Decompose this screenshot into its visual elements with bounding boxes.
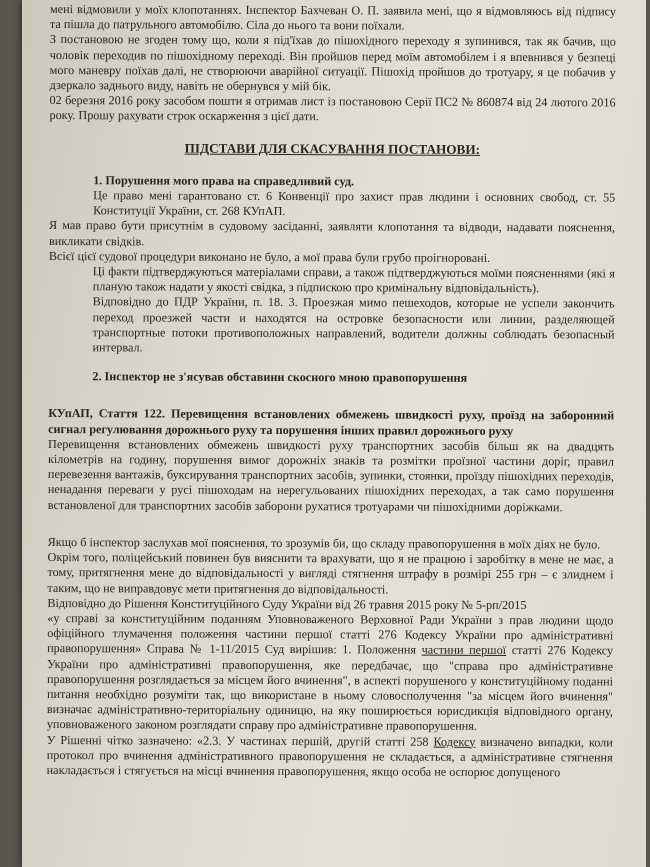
article-text: Перевищення встановлених обмежень швидкості руху транспортних засобів більш як на двадцять кілометрів на годину, порушення вимог дорожніх знаків та розмітки проїзної частини доріг, правил перевезення вантажів, буксирування транспортних засобів, зупинки, стоянки, проїзду пішохідних переходів, ненадання переваги у русі пішоходам на нерегульованих пішохідних переходах, а так само порушення встановленої для транспортних засобів заборони рухатися тротуарами чи пішохідними доріжками. — [47, 436, 615, 514]
quote-text: статті 276 Кодексу України про адміністративні правопорушення, яке передбачає, що "справа про адміністративне правопорушення розглядається за місцем його вчинення", в аспекті порушеного у конституційному поданні питання необхідно розуміти так, що використане в ньому словосполучення "за місцем його вчинення" визначає адміністративно-територіальну одиницю, на яку поширюється юрисдикція відповідного органу, уповноваженого законом розглядати справу про адміністративне правопорушення. — [46, 643, 614, 734]
quote-text: «у справі за конституційним поданням Уповноваженого Верховної Ради України з прав людини щодо офіційного тлумачення положення частини першої статті 276 Кодексу України про адміністративні правопорушення» Справа № 1-11/2015 Суд вирішив: 1. Положення — [47, 610, 614, 657]
section-1-paragraph: Я мав право бути присутнім в судовому засіданні, заявляти клопотання та відводи, надавати пояснення, викликати свідків. — [48, 218, 616, 249]
quote-court-decision — [47, 611, 614, 735]
section-2-title: 2. Інспектор не з'ясував обставини скосного мною правопорушення — [92, 369, 468, 386]
section-1-paragraph: Всієї цієї судової процедури виконано не було, а мої права були грубо проігноровані. — [48, 248, 491, 265]
paragraph-income: Окрім того, поліцейський повинен був вияснити та врахувати, що я не працюю і заробітку в мене не має, а тому, притягнення мене до відповідальності у вигляді стягнення штрафу в розмірі 255 грн – є злиднем і таким, що не виправдовує мети притягнення до відповідальності. — [47, 550, 614, 596]
section-heading: ПІДСТАВИ ДЛЯ СКАСУВАННЯ ПОСТАНОВИ: — [184, 140, 481, 157]
section-1-paragraph: Це право мені гарантовано ст. 6 Конвенції про захист прав людини і основних свобод, ст. 55 Конституції України, ст. 268 КУпАП. — [93, 188, 616, 219]
section-1-title: 1. Порушення мого права на справедливий суд. — [93, 173, 355, 189]
quote-text: визначено випадки, коли протокол про вчинення адміністративного правопорушення не складається, а адміністративне стягнення накладається і стягується на місці вчинення правопорушення, якщо особа не оспорює допущеного — [46, 734, 613, 780]
section-1-paragraph: Ці факти підтверджуються матеріалами справи, а також підтверджуються моїми поясненнями (які я планую також надати у якості свідка, з підпискою про кримінальну відповідальність). — [92, 264, 615, 296]
paragraph-disagreement: З постановою не згоден тому що, коли я під'їхав до пішохідного переходу я зупинився, так як бачив, що чоловік переходив по пішохідному переході. Він пройшов перед моїм автомобілем і я впевнився у безпеці мого маневру поїхав далі, не створюючи аварійної ситуації. Пішохід пройшов до тротуару, я це побачив у дзеркало заднього виду, навіть не обернувся у мій бік. — [49, 32, 616, 94]
paragraph-intro: мені відмовили у моїх клопотаннях. Інспектор Бахчеван О. П. заявила мені, що я відмовляюсь від підпису та пішла до патрульного автомобілю. Сіла до нього та вони поїхали. — [49, 2, 616, 33]
article-title: КУпАП, Стаття 122. Перевищення встановлених обмежень швидкості руху, проїзд на заборонний сигнал регулювання дорожнього руху та порушення інших правил дорожнього руху — [48, 406, 615, 438]
quote-text: У Рішенні чітко зазначено: «2.3. У частинах першій, другій статті 258 — [46, 732, 434, 749]
section-1-paragraph: Відповідно до ПДР України, п. 18. 3. Проезжая мимо пешеходов, которые не успели закончить переход проезжей части и находятся на островке безопасности или линии, разделяющей транспортные потоки противоположных направлений, водители должны соблюдать безопасный интервал. — [92, 294, 615, 355]
quote-decision-section — [47, 733, 613, 781]
document-body — [47, 2, 616, 781]
document-page — [22, 0, 646, 867]
law-link[interactable]: Кодексу — [433, 734, 476, 749]
paragraph-letter-date: 02 березня 2016 року засобом пошти я отримав лист із постановою Серії ПС2 № 860874 від 24 лютого 2016 року. Прошу рахувати строк оскарження з цієї дати. — [49, 93, 616, 124]
paragraph-explanation: Якщо б інспектор заслухав мої пояснення, то зрозумів би, що складу правопорушення в моїх діях не було. — [47, 534, 601, 552]
paragraph-court-decision: Відповідно до Рішення Конституційного Суду України від 26 травня 2015 року № 5-рп/2015 — [47, 595, 527, 612]
law-link[interactable]: частини першої — [421, 642, 507, 658]
